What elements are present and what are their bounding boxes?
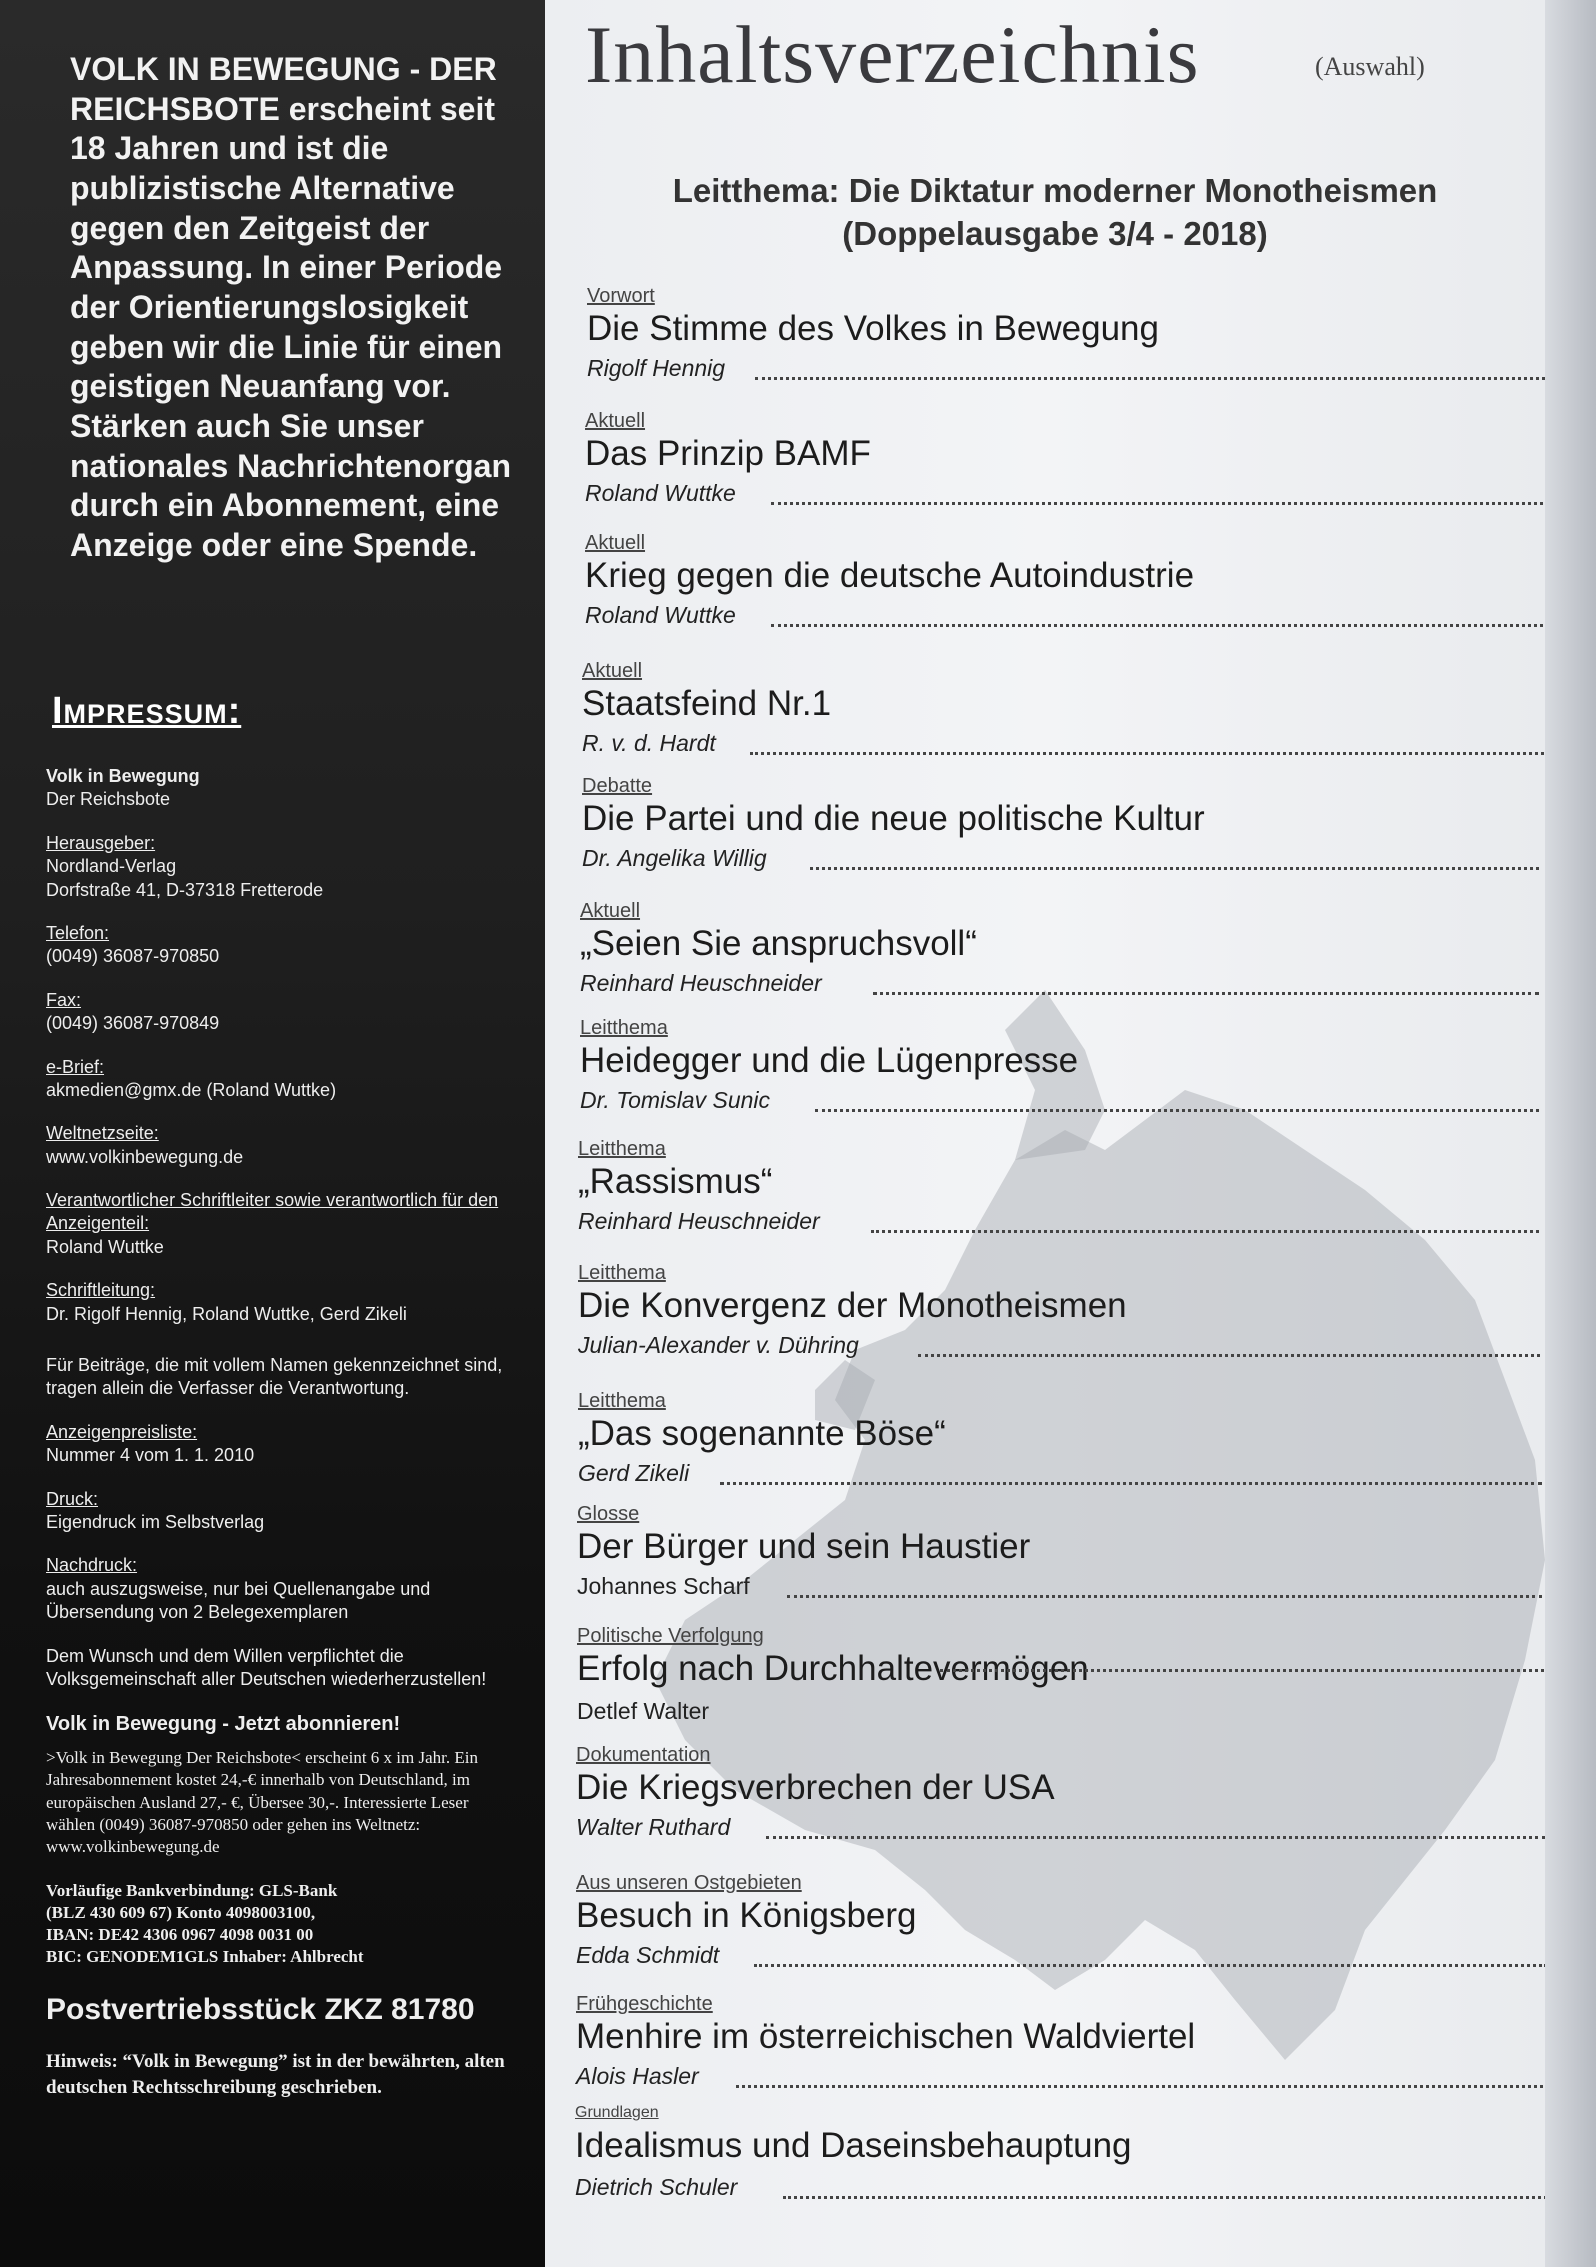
toc-article-title: Staatsfeind Nr.1: [582, 684, 832, 723]
page-title: Inhaltsverzeichnis: [585, 9, 1200, 100]
toc-category: Vorwort: [587, 285, 655, 307]
table-of-contents-panel: [545, 0, 1545, 2267]
impressum-entry-label: Fax:: [46, 989, 82, 1010]
toc-article-title: Der Bürger und sein Haustier: [577, 1527, 1031, 1566]
toc-category: Leitthema: [580, 1017, 668, 1039]
toc-article-title: „Seien Sie anspruchsvoll“: [580, 924, 977, 963]
impressum-entry-value: (0049) 36087-970849: [46, 1013, 220, 1034]
subscribe-heading: Volk in Bewegung - Jetzt abonnieren!: [46, 1713, 401, 1736]
impressum-entry: [46, 1279, 516, 1326]
sidebar-panel: [0, 0, 545, 2267]
toc-author: Edda Schmidt: [576, 1942, 720, 1968]
toc-article-title: Die Konvergenz der Monotheismen: [578, 1286, 1127, 1325]
toc-author: Dr. Angelika Willig: [582, 845, 767, 871]
toc-category: Aktuell: [585, 532, 646, 554]
toc-article-title: Besuch in Königsberg: [576, 1896, 917, 1935]
impressum-entry-label: Verantwortlicher Schriftleiter sowie verantwortlich für den Anzeigenteil:: [46, 1190, 499, 1234]
toc-leader-dots: [940, 1669, 1544, 1672]
dedication-text: Dem Wunsch und dem Willen verpflichtet die Volksgemeinschaft aller Deutschen wiederherzustellen!: [46, 1645, 487, 1689]
toc-author: Julian-Alexander v. Dühring: [578, 1332, 859, 1358]
toc-category: Leitthema: [578, 1138, 666, 1160]
toc-leader-dots: [787, 1595, 1542, 1598]
toc-article-title: Krieg gegen die deutsche Autoindustrie: [585, 556, 1195, 595]
impressum-entry-label: Telefon:: [46, 922, 110, 943]
toc-leader-dots: [750, 752, 1549, 755]
impressum-entry-label: e-Brief:: [46, 1056, 105, 1077]
orthography-note: Hinweis: “Volk in Bewegung” ist in der bewährten, alten deutschen Rechtsschreibung geschrieben.: [46, 2051, 505, 2098]
publication-subtitle: Der Reichsbote: [46, 789, 171, 810]
toc-article-title: Das Prinzip BAMF: [585, 434, 871, 473]
toc-leader-dots: [873, 992, 1539, 995]
toc-leader-dots: [771, 624, 1549, 627]
impressum-entry-label: Nachdruck:: [46, 1555, 138, 1576]
toc-category: Frühgeschichte: [576, 1993, 713, 2015]
toc-author: Alois Hasler: [576, 2063, 699, 2089]
toc-author: Detlef Walter: [577, 1698, 710, 1724]
impressum-entry-value: Nummer 4 vom 1. 1. 2010: [46, 1445, 255, 1466]
impressum-entry-value: www.volkinbewegung.de: [46, 1146, 244, 1167]
toc-category: Aus unseren Ostgebieten: [576, 1872, 802, 1894]
toc-author: Gerd Zikeli: [578, 1460, 690, 1486]
lead-theme-line: Leitthema: Die Diktatur moderner Monotheismen: [672, 172, 1438, 209]
toc-leader-dots: [918, 1354, 1540, 1357]
toc-article-title: Die Partei und die neue politische Kultur: [582, 799, 1205, 838]
impressum-entry: [46, 832, 516, 902]
impressum-entry: [46, 1056, 516, 1103]
impressum-entry: [46, 1421, 516, 1468]
impressum-block: [46, 765, 516, 2100]
toc-article-title: Idealismus und Daseinsbehauptung: [575, 2126, 1132, 2165]
toc-category: Leitthema: [578, 1390, 666, 1412]
toc-article-title: Die Stimme des Volkes in Bewegung: [587, 309, 1159, 348]
toc-leader-dots: [755, 377, 1552, 380]
impressum-heading: Impressum:: [52, 690, 242, 732]
toc-leader-dots: [810, 867, 1539, 870]
issue-info: (Doppelausgabe 3/4 - 2018): [842, 214, 1268, 252]
publication-name: Volk in Bewegung: [46, 766, 200, 786]
toc-category: Debatte: [582, 775, 653, 797]
postal-id: Postvertriebsstück ZKZ 81780: [46, 1993, 475, 2027]
impressum-entry-value: (0049) 36087-970850: [46, 946, 220, 967]
impressum-entry-value: Dr. Rigolf Hennig, Roland Wuttke, Gerd Zikeli: [46, 1303, 407, 1324]
subscription-info: >Volk in Bewegung Der Reichsbote< erscheint 6 x im Jahr. Ein Jahresabonnement kostet 24,-€ innerhalb von Deutschland, im europäischen Ausland 27,- €, Übersee 30,-. Interessierte Leser wählen (0049) 36087-970850 oder gehen ins Weltnetz: www.volkinbewegung.de: [46, 1748, 478, 1856]
toc-category: Glosse: [577, 1503, 640, 1525]
toc-author: Reinhard Heuschneider: [580, 970, 822, 996]
impressum-entry-label: Schriftleitung:: [46, 1280, 156, 1301]
toc-author: R. v. d. Hardt: [582, 730, 716, 756]
impressum-entry: [46, 989, 516, 1036]
toc-leader-dots: [783, 2196, 1552, 2199]
toc-author: Dr. Tomislav Sunic: [580, 1087, 771, 1113]
impressum-entry-value: Nordland-Verlag Dorfstraße 41, D-37318 Fretterode: [46, 856, 324, 900]
toc-category: Dokumentation: [576, 1744, 711, 1766]
toc-leader-dots: [720, 1482, 1542, 1485]
toc-leader-dots: [771, 502, 1550, 505]
toc-article-title: Menhire im österreichischen Waldviertel: [576, 2017, 1196, 2056]
toc-author: Walter Ruthard: [576, 1814, 731, 1840]
impressum-entry: [46, 1488, 516, 1535]
impressum-entry: [46, 1554, 516, 1624]
impressum-entry: [46, 1189, 516, 1259]
impressum-entry-value: Eigendruck im Selbstverlag: [46, 1511, 265, 1532]
toc-article-title: Heidegger und die Lügenpresse: [580, 1041, 1079, 1080]
toc-category: Aktuell: [580, 900, 641, 922]
toc-leader-dots: [766, 1836, 1545, 1839]
toc-leader-dots: [815, 1109, 1539, 1112]
impressum-entry-label: Anzeigenpreisliste:: [46, 1421, 198, 1442]
toc-author: Dietrich Schuler: [575, 2174, 738, 2200]
toc-article-title: „Rassismus“: [578, 1162, 773, 1201]
title-note: (Auswahl): [1315, 52, 1425, 81]
toc-category: Aktuell: [585, 410, 646, 432]
toc-category: Aktuell: [582, 660, 643, 682]
sidebar-intro-text: VOLK IN BEWEGUNG - DER REICHSBOTE erscheint seit 18 Jahren und ist die publizistische Alternative gegen den Zeitgeist der Anpassung. In einer Periode der Orientierungslosigkeit geben wir die Linie für einen geistigen Neuanfang vor. Stärken auch Sie unser nationales Nachrichtenorgan durch ein Abonnement, eine Anzeige oder eine Spende.: [70, 51, 511, 564]
toc-author: Johannes Scharf: [577, 1573, 750, 1599]
toc-category: Leitthema: [578, 1262, 666, 1284]
page-edge: [1545, 0, 1596, 2267]
impressum-entry: [46, 1122, 516, 1169]
impressum-entry-label: Weltnetzseite:: [46, 1123, 159, 1144]
lead-theme: [575, 170, 1535, 256]
toc-category: Politische Verfolgung: [577, 1625, 764, 1647]
toc-author: Roland Wuttke: [585, 480, 736, 506]
impressum-entry-value: Roland Wuttke: [46, 1236, 164, 1257]
toc-author: Rigolf Hennig: [587, 355, 726, 381]
toc-author: Roland Wuttke: [585, 602, 736, 628]
toc-leader-dots: [871, 1230, 1539, 1233]
toc-article-title: Erfolg nach Durchhaltevermögen: [577, 1649, 1089, 1688]
bank-details: Vorläufige Bankverbindung: GLS-Bank (BLZ 430 609 67) Konto 4098003100, IBAN: DE42 4306 0967 4098 0031 00 BIC: GENODEM1GLS Inhaber: Ahlbrecht: [46, 1880, 364, 1967]
impressum-entry-label: Druck:: [46, 1488, 99, 1509]
toc-article-title: Die Kriegsverbrechen der USA: [576, 1768, 1055, 1807]
toc-category: Grundlagen: [575, 2104, 659, 2121]
impressum-entry-label: Herausgeber:: [46, 832, 156, 853]
impressum-entry-value: auch auszugsweise, nur bei Quellenangabe und Übersendung von 2 Belegexemplaren: [46, 1578, 431, 1623]
impressum-entry: [46, 922, 516, 969]
toc-author: Reinhard Heuschneider: [578, 1208, 820, 1234]
toc-article-title: „Das sogenannte Böse“: [578, 1414, 946, 1453]
toc-leader-dots: [754, 1964, 1547, 1967]
impressum-entry-value: akmedien@gmx.de (Roland Wuttke): [46, 1079, 337, 1100]
toc-leader-dots: [736, 2085, 1549, 2088]
disclaimer-text: Für Beiträge, die mit vollem Namen gekennzeichnet sind, tragen allein die Verfasser die Verantwortung.: [46, 1355, 503, 1399]
